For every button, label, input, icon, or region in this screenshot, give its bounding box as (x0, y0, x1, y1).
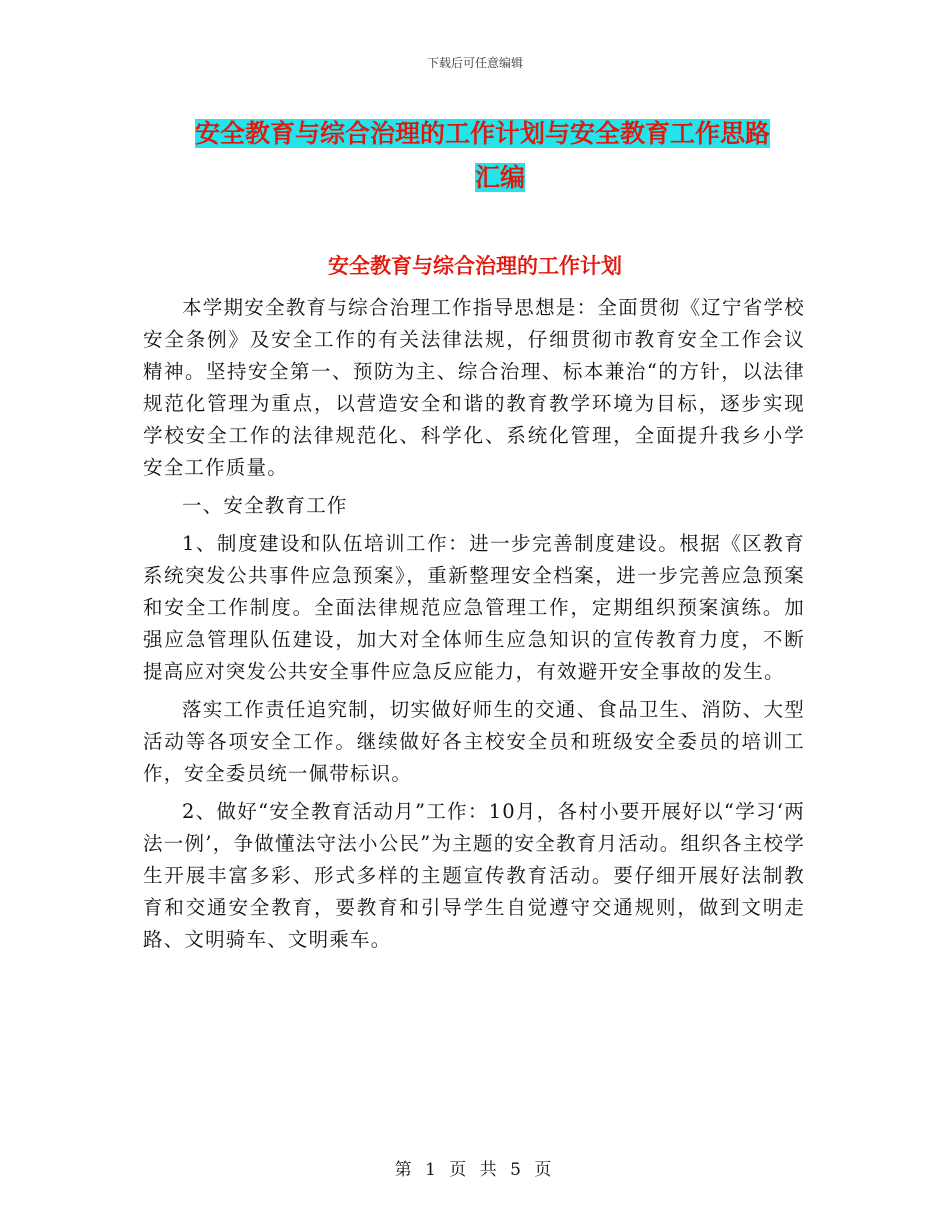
page-footer: 第 1 页 共 5 页 (394, 1160, 556, 1180)
document-body (143, 292, 805, 956)
document-title-line-1 (195, 112, 815, 156)
paragraph-responsibility: 落实工作责任追究制，切实做好师生的交通、食品卫生、消防、大型活动等各项安全工作。继续做好各主校安全员和班级安全委员的培训工作，安全委员统一佩带标识。 (143, 698, 805, 785)
document-title (195, 112, 815, 200)
document-title-line-2 (195, 156, 815, 200)
header-note: 下载后可任意编辑 (426, 56, 523, 70)
section-title: 安全教育与综合治理的工作计划 (328, 254, 622, 278)
title-highlight: 安全教育与综合治理的工作计划与安全教育工作思路 (195, 119, 771, 148)
paragraph-system-building: 1、制度建设和队伍培训工作：进一步完善制度建设。根据《区教育系统突发公共事件应急预案》，重新整理安全档案，进一步完善应急预案和安全工作制度。全面法律规范应急管理工作，定期组织预案演练。加强应急管理队伍建设，加大对全体师生应急知识的宣传教育力度，不断提高应对突发公共安全事件应急反应能力，有效避开安全事故的发生。 (143, 532, 805, 683)
paragraph-heading-safety-education: 一、安全教育工作 (182, 494, 348, 517)
paragraph-guiding-thought: 本学期安全教育与综合治理工作指导思想是：全面贯彻《辽宁省学校安全条例》及安全工作的有关法律法规，仔细贯彻市教育安全工作会议精神。坚持安全第一、预防为主、综合治理、标本兼治“的方针，以法律规范化管理为重点，以营造安全和谐的教育教学环境为目标，逐步实现学校安全工作的法律规范化、科学化、系统化管理，全面提升我乡小学安全工作质量。 (143, 296, 805, 479)
title-highlight: 汇编 (475, 163, 526, 192)
paragraph-safety-month: 2、做好“安全教育活动月”工作：10月，各村小要开展好以“学习‘两法一例’，争做懂法守法小公民”为主题的安全教育月活动。组织各主校学生开展丰富多彩、形式多样的主题宣传教育活动。要仔细开展好法制教育和交通安全教育，要教育和引导学生自觉遵守交通规则，做到文明走路、文明骑车、文明乘车。 (143, 800, 805, 951)
